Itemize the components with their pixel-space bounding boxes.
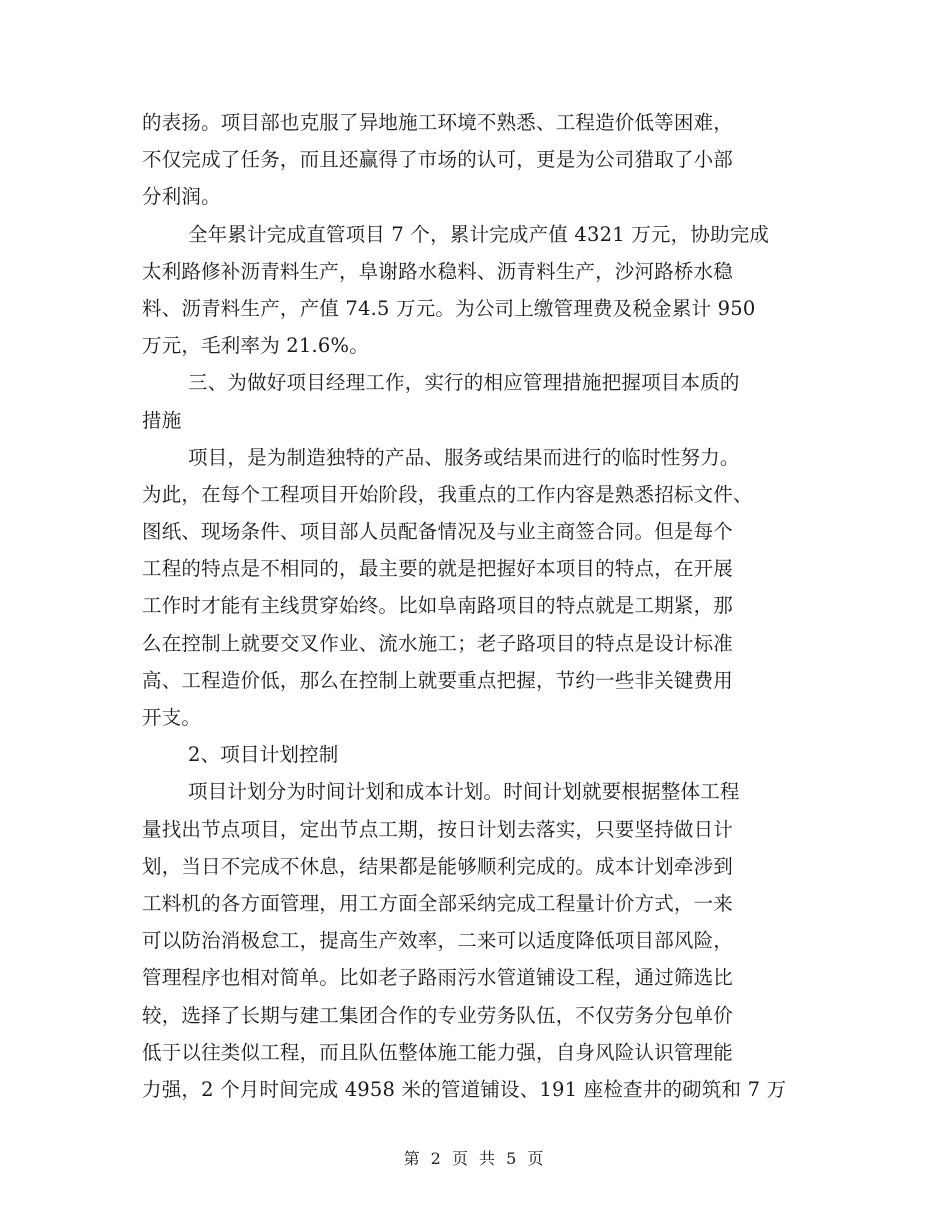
body-text bbox=[142, 104, 812, 1108]
text-line: 项目，是为制造独特的产品、服务或结果而进行的临时性努力。 bbox=[188, 445, 740, 469]
text-line: 较，选择了长期与建工集团合作的专业劳务队伍，不仅劳务分包单价 bbox=[142, 1003, 734, 1027]
text-line: 可以防治消极怠工，提高生产效率，二来可以适度降低项目部风险， bbox=[142, 929, 734, 953]
text-line: 的表扬。项目部也克服了异地施工环境不熟悉、工程造价低等困难， bbox=[142, 111, 734, 134]
text-line: 太利路修补沥青料生产，阜谢路水稳料、沥青料生产，沙河路桥水稳 bbox=[142, 259, 734, 283]
text-line: 管理程序也相对简单。比如老子路雨污水管道铺设工程，通过筛选比 bbox=[142, 966, 734, 990]
text-line: 为此，在每个工程项目开始阶段，我重点的工作内容是熟悉招标文件、 bbox=[142, 482, 753, 506]
text-line: 高、工程造价低，那么在控制上就要重点把握，节约一些非关键费用 bbox=[142, 668, 734, 692]
text-line: 工程的特点是不相同的，最主要的就是把握好本项目的特点，在开展 bbox=[142, 557, 734, 581]
text-line: 2、项目计划控制 bbox=[188, 743, 339, 767]
text-line: 量找出节点项目，定出节点工期，按日计划去落实，只要坚持做日计 bbox=[142, 817, 734, 841]
text-line: 工作时才能有主线贯穿始终。比如阜南路项目的特点就是工期紧，那 bbox=[142, 594, 734, 618]
text-line: 工料机的各方面管理，用工方面全部采纳完成工程量计价方式，一来 bbox=[142, 891, 734, 915]
text-line: 三、为做好项目经理工作，实行的相应管理措施把握项目本质的 bbox=[188, 371, 740, 395]
text-line: 划，当日不完成不休息，结果都是能够顺利完成的。成本计划牵涉到 bbox=[142, 854, 734, 878]
text-line: 么在控制上就要交叉作业、流水施工；老子路项目的特点是设计标准 bbox=[142, 631, 734, 655]
text-line: 措施 bbox=[142, 408, 182, 432]
text-line: 低于以往类似工程，而且队伍整体施工能力强，自身风险认识管理能 bbox=[142, 1040, 734, 1064]
text-line: 力强，2 个月时间完成 4958 米的管道铺设、191 座检查井的砌筑和 7 万 bbox=[142, 1077, 787, 1101]
page-number-footer: 第 2 页 共 5 页 bbox=[403, 1149, 547, 1168]
text-line: 项目计划分为时间计划和成本计划。时间计划就要根据整体工程 bbox=[188, 780, 740, 804]
text-line: 料、沥青料生产，产值 74.5 万元。为公司上缴管理费及税金累计 950 bbox=[142, 296, 756, 320]
text-line: 图纸、现场条件、项目部人员配备情况及与业主商签合同。但是每个 bbox=[142, 520, 734, 544]
text-line: 全年累计完成直管项目 7 个，累计完成产值 4321 万元，协助完成 bbox=[188, 222, 770, 246]
text-line: 开支。 bbox=[142, 706, 202, 729]
text-line: 不仅完成了任务，而且还赢得了市场的认可，更是为公司猎取了小部 bbox=[142, 148, 734, 172]
text-line: 万元，毛利率为 21.6%。 bbox=[142, 334, 369, 358]
text-line: 分利润。 bbox=[142, 185, 221, 209]
